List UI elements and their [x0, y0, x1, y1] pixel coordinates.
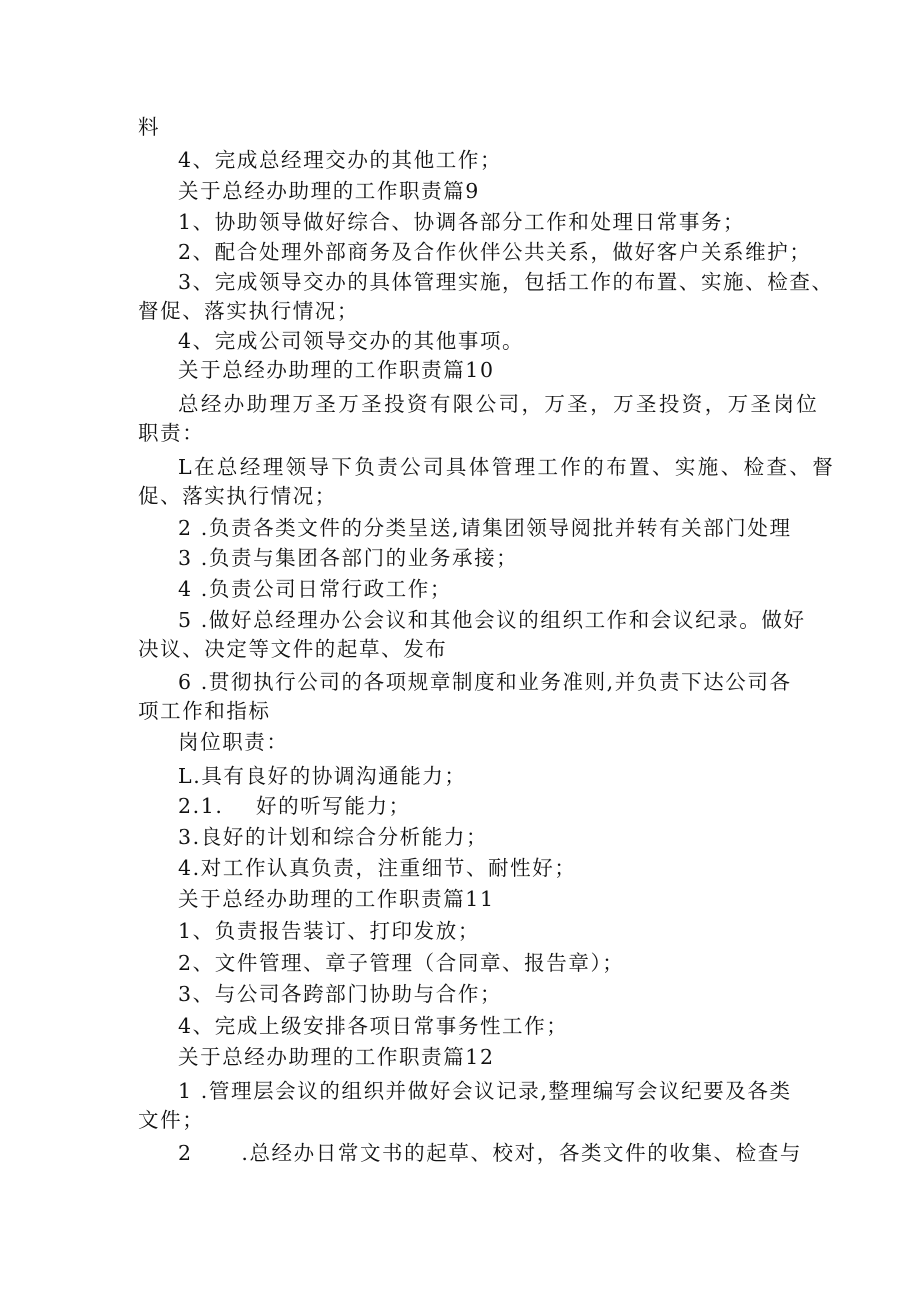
- section-heading: 关于总经办助理的工作职责篇9: [178, 179, 480, 203]
- text-line: 1 .管理层会议的组织并做好会议记录,整理编写会议纪要及各类: [178, 1079, 792, 1103]
- text-line: 项工作和指标: [138, 699, 271, 723]
- text-line: 2 .负责各类文件的分类呈送,请集团领导阅批并转有关部门处理: [178, 516, 792, 540]
- text-line: 3 .负责与集团各部门的业务承接；: [178, 546, 519, 570]
- text-line: L在总经理领导下负责公司具体管理工作的布置、实施、检查、督: [178, 455, 836, 479]
- text-line: 料: [138, 115, 161, 139]
- section-heading: 关于总经办助理的工作职责篇11: [178, 887, 495, 911]
- text-line: 3、与公司各跨部门协助与合作；: [178, 982, 503, 1006]
- text-line: 3、完成领导交办的具体管理实施，包括工作的布置、实施、检查、: [178, 270, 834, 294]
- text-line: 4 .负责公司日常行政工作；: [178, 577, 452, 601]
- text-line: 1、协助领导做好综合、协调各部分工作和处理日常事务；: [178, 210, 746, 234]
- text-line: 决议、决定等文件的起草、发布: [138, 637, 448, 661]
- text-line: 6 .贯彻执行公司的各项规章制度和业务准则,并负责下达公司各: [178, 670, 792, 694]
- section-heading: 关于总经办助理的工作职责篇12: [178, 1045, 495, 1069]
- text-line: 1、负责报告装订、打印发放；: [178, 919, 480, 943]
- text-line: 3.良好的计划和综合分析能力；: [178, 825, 489, 849]
- text-line: 4.对工作认真负责，注重细节、耐性好；: [178, 856, 577, 880]
- text-line: L.具有良好的协调沟通能力；: [178, 764, 467, 788]
- text-line: 2、文件管理、章子管理（合同章、报告章）；: [178, 951, 625, 975]
- text-line: 文件；: [138, 1108, 205, 1132]
- text-line: 岗位职责：: [178, 730, 289, 754]
- text-line: 4、完成上级安排各项日常事务性工作；: [178, 1014, 569, 1038]
- text-line: 5 .做好总经理办公会议和其他会议的组织工作和会议纪录。做好: [178, 608, 806, 632]
- text-line: 促、落实执行情况；: [138, 484, 337, 508]
- text-line: 4、完成公司领导交办的其他事项。: [178, 329, 525, 353]
- text-line: 2.1. 好的听写能力；: [178, 794, 411, 818]
- text-line: 总经办助理万圣万圣投资有限公司，万圣，万圣投资，万圣岗位: [178, 392, 820, 416]
- text-line: 2、配合处理外部商务及合作伙伴公共关系，做好客户关系维护；: [178, 240, 812, 264]
- text-line: 4、完成总经理交办的其他工作；: [178, 148, 503, 172]
- text-line: 督促、落实执行情况；: [138, 299, 359, 323]
- section-heading: 关于总经办助理的工作职责篇10: [178, 358, 495, 382]
- text-line: 职责：: [138, 421, 205, 445]
- text-line: 2 .总经办日常文书的起草、校对，各类文件的收集、检查与: [178, 1141, 802, 1165]
